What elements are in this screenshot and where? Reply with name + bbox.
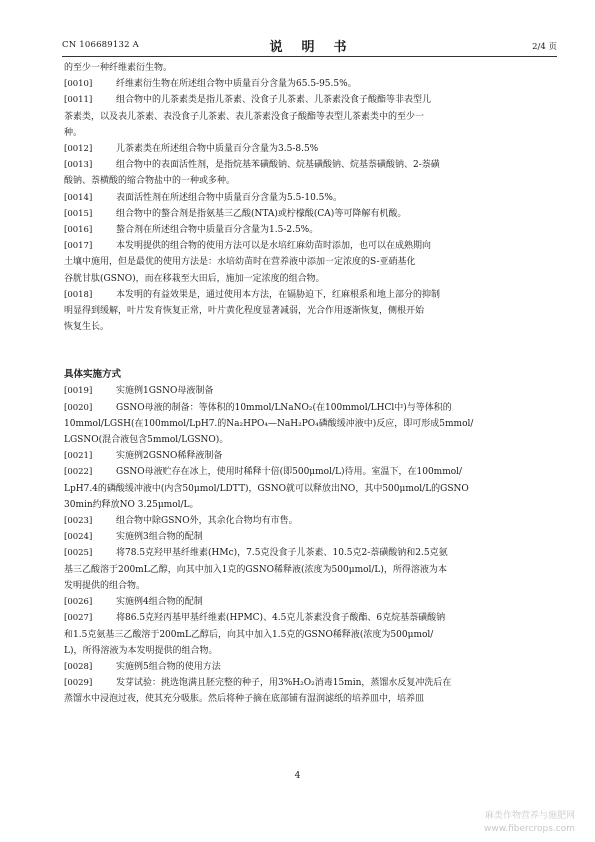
- paragraph-line: [64, 173, 564, 189]
- document-body: [64, 60, 564, 708]
- paragraph-text: 螯合剂在所述组合物中质量百分含量为1.5-2.5%。: [116, 225, 319, 236]
- watermark: [484, 810, 575, 836]
- paragraph: [64, 400, 564, 449]
- paragraph-number: [0025]: [64, 548, 93, 559]
- paragraph-line: [64, 109, 564, 125]
- paragraph-number: [0020]: [64, 402, 93, 413]
- paragraph-text: 茶素类，以及表儿茶素、表没食子儿茶素、表儿茶素没食子酸酯等表型儿茶素类中的至少一: [64, 111, 425, 122]
- paragraph-text: GSNO母液的制备：等体积的10mmol/LNaNO₂(在100mmol/LHCl中)与等体积的: [116, 402, 452, 413]
- paragraph-line: [64, 190, 564, 206]
- watermark-line-1: 麻类作物营养与施肥网: [484, 811, 575, 821]
- paragraph-number: [0022]: [64, 467, 93, 478]
- paragraph-text: LpH7.4的磷酸缓冲液中(内含50μmol/LDTT)，GSNO就可以释放出NO，其中500μmol/L的GSNO: [64, 483, 469, 494]
- paragraph-text: LGSNO(混合液包含5mmol/LGSNO)。: [64, 435, 229, 446]
- paragraph-line: [64, 562, 564, 578]
- paragraph-text: 种。: [64, 127, 83, 138]
- paragraph-text: 明显得到缓解，叶片发育恢复正常，叶片黄化程度显著减弱，光合作用逐渐恢复，侧根开始: [64, 306, 425, 317]
- paragraph: [64, 383, 564, 399]
- paragraph-line: [64, 141, 564, 157]
- paragraph-number: [0023]: [64, 516, 93, 527]
- watermark-line-2: www.fibercrops.com: [484, 824, 575, 834]
- paragraph-text: 纤维素衍生物在所述组合物中质量百分含量为65.5-95.5%。: [116, 79, 357, 90]
- paragraph-text: 将78.5克羟甲基纤维素(HMc)，7.5克没食子儿茶素、10.5克2-萘磺酸钠和2.5克氨: [116, 548, 448, 559]
- paragraph-line: [64, 60, 564, 76]
- patent-number: CN 106689132 A: [62, 40, 139, 50]
- paragraph-line: [64, 610, 564, 626]
- paragraph-number: [0019]: [64, 386, 93, 397]
- paragraph-text: L)，所得溶液为本发明提供的组合物。: [64, 645, 218, 656]
- paragraph-text: 本发明提供的组合物的使用方法可以是水培红麻幼苗时添加，也可以在成熟期向: [116, 241, 432, 252]
- section-gap: [64, 335, 564, 351]
- paragraph-text: 30min约释放NO 3.25μmol/L。: [64, 499, 199, 510]
- paragraph-line: [64, 691, 564, 707]
- paragraph-text: 表面活性剂在所述组合物中质量百分含量为5.5-10.5%。: [116, 192, 342, 203]
- page-indicator: 2/4 页: [532, 42, 557, 52]
- page-header: [62, 36, 557, 54]
- paragraph-text: 酸钠、萘横酸的缩合物盐中的一种或多种。: [64, 176, 236, 187]
- paragraph-line: [64, 157, 564, 173]
- paragraph-text: 组合物中的儿茶素类是指儿茶素、没食子儿茶素、儿茶素没食子酸酯等非表型儿: [116, 95, 432, 106]
- paragraph-text: 实施例5组合物的使用方法: [116, 661, 221, 672]
- paragraph-number: [0011]: [64, 95, 93, 106]
- paragraph-text: 的至少一种纤维素衍生物。: [64, 63, 173, 73]
- paragraph-number: [0018]: [64, 289, 93, 300]
- paragraph: [64, 513, 564, 529]
- paragraph-text: 实施例2GSNO稀释液制备: [116, 451, 223, 462]
- paragraph-line: [64, 206, 564, 222]
- paragraph: [64, 238, 564, 287]
- page-number: 4: [294, 771, 301, 781]
- paragraph-number: [0028]: [64, 661, 93, 672]
- paragraph-line: [64, 675, 564, 691]
- paragraph-number: [0026]: [64, 597, 93, 608]
- paragraph-number: [0014]: [64, 192, 93, 203]
- paragraph: [64, 141, 564, 157]
- paragraph-text: 10mmol/LGSH(在100mmol/LpH7.的Na₂HPO₄—NaH₂PO₄磷酸缓冲液中)反应，即可形成5mmol/: [64, 418, 474, 429]
- paragraph-line: [64, 400, 564, 416]
- paragraph-line: [64, 125, 564, 141]
- paragraph-line: [64, 303, 564, 319]
- paragraph-text: 发芽试验：挑选饱满且胚完整的种子，用3%H₂O₂消毒15min，蒸馏水反复冲洗后在: [116, 678, 452, 689]
- paragraph: [64, 60, 564, 76]
- paragraph: [64, 190, 564, 206]
- paragraph-number: [0024]: [64, 532, 93, 543]
- paragraph-line: [64, 464, 564, 480]
- paragraph-line: [64, 659, 564, 675]
- paragraph-group-2: [64, 383, 564, 707]
- paragraph-text: 组合物中的表面活性剂，是指烷基苯磺酸钠、烷基磺酸钠、烷基萘磺酸钠、2-萘磺: [116, 160, 440, 171]
- paragraph: [64, 157, 564, 189]
- paragraph: [64, 464, 564, 513]
- paragraph: [64, 287, 564, 336]
- paragraph-text: 土壤中施用，但是最优的使用方法是：水培幼苗时在营养液中添加一定浓度的S-亚硝基化: [64, 257, 416, 268]
- paragraph-text: 发明提供的组合物。: [64, 580, 146, 591]
- section-heading: 具体实施方式: [64, 369, 122, 381]
- paragraph-text: 本发明的有益效果是，通过使用本方法，在镉胁迫下，红麻根系和地上部分的抑制: [116, 289, 441, 300]
- paragraph-line: [64, 92, 564, 108]
- paragraph-number: [0012]: [64, 144, 93, 155]
- paragraph-number: [0016]: [64, 225, 93, 236]
- paragraph-line: [64, 319, 564, 335]
- document-title: 说 明 书: [269, 40, 350, 55]
- paragraph-number: [0010]: [64, 79, 93, 90]
- paragraph-text: 组合物中的螯合剂是指氨基三乙酸(NTA)或柠檬酸(CA)等可降解有机酸。: [116, 208, 407, 219]
- paragraph-text: 谷胱甘肽(GSNO)，而在移栽至大田后，施加一定浓度的组合物。: [64, 273, 325, 284]
- paragraph-text: 恢复生长。: [64, 322, 110, 333]
- paragraph-line: [64, 271, 564, 287]
- paragraph-line: [64, 578, 564, 594]
- paragraph: [64, 206, 564, 222]
- paragraph: [64, 545, 564, 594]
- header-rule: [62, 56, 557, 57]
- paragraph-text: 组合物中除GSNO外，其余化合物均有市售。: [116, 516, 298, 527]
- paragraph-text: 和1.5克氨基三乙酸溶于200mL乙醇后，向其中加入1.5克的GSNO稀释液(浓度为500μmol/: [64, 629, 434, 640]
- paragraph-text: GSNO母液贮存在冰上，使用时稀释十倍(即500μmol/L)待用。室温下，在100mmol/: [116, 467, 463, 478]
- paragraph-line: [64, 222, 564, 238]
- paragraph-number: [0015]: [64, 208, 93, 219]
- paragraph-group-1: [64, 60, 564, 335]
- paragraph-number: [0021]: [64, 451, 93, 462]
- paragraph: [64, 529, 564, 545]
- paragraph-text: 蒸馏水中浸泡过夜，使其充分吸胀。然后将种子摘在底部铺有湿润滤纸的培养皿中，培养皿: [64, 694, 425, 705]
- paragraph-text: 将86.5克羟丙基甲基纤维素(HPMC)、4.5克儿茶素没食子酸酯、6克烷基萘磺酸钠: [116, 613, 446, 624]
- paragraph: [64, 659, 564, 675]
- paragraph-text: 实施例1GSNO母液制备: [116, 386, 214, 397]
- paragraph-line: [64, 513, 564, 529]
- paragraph-line: [64, 76, 564, 92]
- paragraph-line: [64, 643, 564, 659]
- paragraph-line: [64, 481, 564, 497]
- paragraph: [64, 610, 564, 659]
- paragraph-line: [64, 529, 564, 545]
- paragraph-text: 实施例4组合物的配制: [116, 597, 203, 608]
- paragraph-line: [64, 238, 564, 254]
- paragraph-line: [64, 448, 564, 464]
- paragraph-line: [64, 594, 564, 610]
- paragraph-number: [0013]: [64, 160, 93, 171]
- paragraph-number: [0029]: [64, 678, 93, 689]
- paragraph: [64, 448, 564, 464]
- paragraph: [64, 594, 564, 610]
- paragraph: [64, 92, 564, 141]
- paragraph-line: [64, 416, 564, 432]
- paragraph-line: [64, 287, 564, 303]
- paragraph-text: 实施例3组合物的配制: [116, 532, 203, 543]
- paragraph-line: [64, 545, 564, 561]
- paragraph-line: [64, 627, 564, 643]
- paragraph: [64, 222, 564, 238]
- paragraph: [64, 675, 564, 707]
- paragraph-line: [64, 497, 564, 513]
- paragraph-number: [0027]: [64, 613, 93, 624]
- paragraph-text: 基三乙酸溶于200mL乙醇，向其中加入1克的GSNO稀释液(浓度为500μmol/L)，所得溶液为本: [64, 564, 447, 575]
- paragraph: [64, 76, 564, 92]
- paragraph-text: 儿茶素类在所述组合物中质量百分含量为3.5-8.5%: [116, 144, 319, 155]
- paragraph-line: [64, 254, 564, 270]
- paragraph-number: [0017]: [64, 241, 93, 252]
- paragraph-line: [64, 432, 564, 448]
- paragraph-line: [64, 383, 564, 399]
